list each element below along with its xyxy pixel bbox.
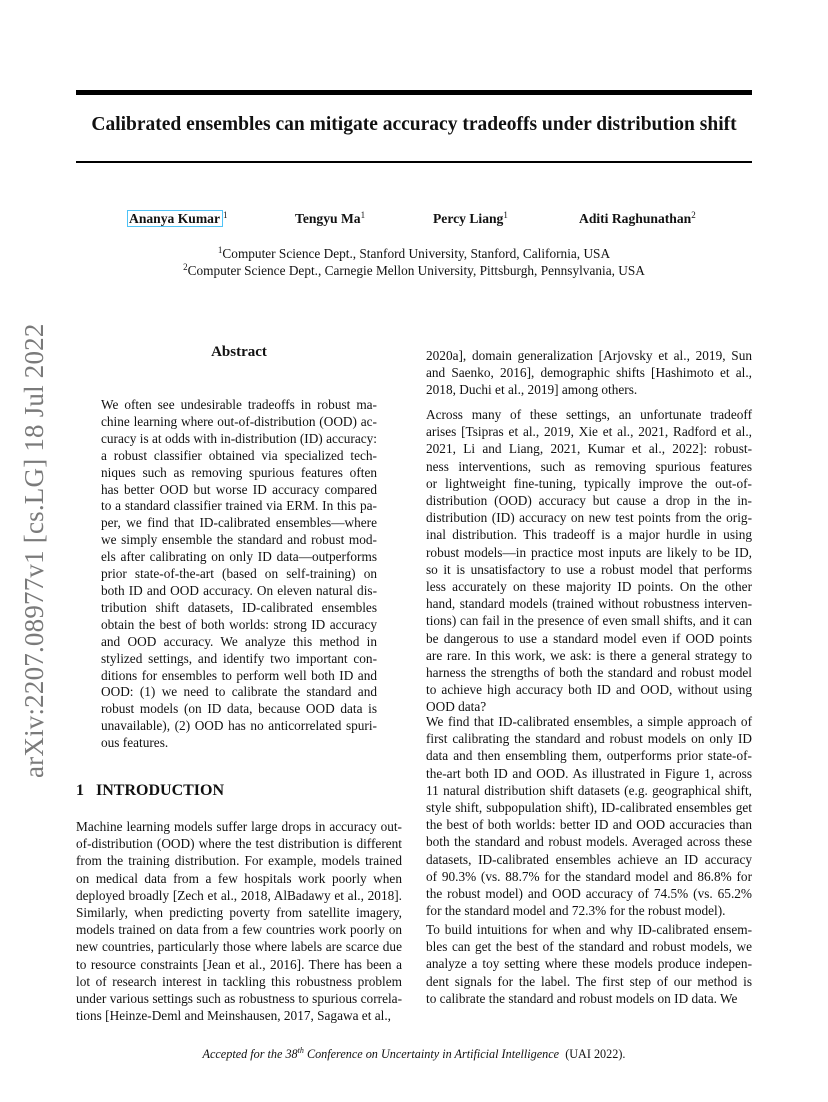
intro-right-p1	[426, 347, 752, 399]
text-line: bles can get the best of the standard and robust models, we	[426, 939, 752, 955]
text-line: 2021, Li and Liang, 2021, Kumar et al., 2022]: robust-	[426, 441, 752, 457]
text-line: robust models—in practice most inputs are likely to be ID,	[426, 544, 752, 560]
text-line: To build intuitions for when and why ID-calibrated ensem-	[426, 922, 752, 937]
text-line: tions) can fail in the presence of even small shifts, and it can	[426, 613, 752, 629]
text-line: less accurately on these majority ID points. On the other	[426, 579, 752, 595]
author-name: Percy Liang	[433, 211, 504, 226]
text-line: distribution (ID) accuracy on new test points from the orig-	[426, 510, 752, 526]
text-line: both ID and OOD accuracy. On eleven natural dis-	[101, 582, 377, 598]
text-line: new countries, particularly those where labels are scarce due	[76, 939, 402, 955]
text-line: arises [Tsipras et al., 2019, Xie et al., 2021, Radford et al.,	[426, 424, 752, 440]
text-line: inal distribution. This tradeoff is a major hurdle in using	[426, 527, 752, 543]
text-line: Machine learning models suffer large drops in accuracy out-	[76, 819, 402, 834]
text-line: distribution (OOD) accuracy but cause a drop in the in-	[426, 493, 752, 509]
text-line: Similarly, when predicting poverty from satellite imagery,	[76, 905, 402, 921]
author-4: Aditi Raghunathan$^2$	[579, 210, 696, 226]
text-line: the robust model) and OOD accuracy of 74.5% (vs. 65.2%	[426, 886, 752, 902]
text-line: so it is unsatisfactory to use a robust model that performs	[426, 561, 752, 577]
text-line: and OOD accuracy. We analyze this method in	[101, 633, 377, 649]
affiliation-1: $^1$Computer Science Dept., Stanford University, Stanford, California, USA	[217, 245, 611, 261]
author-name: Tengyu Ma	[295, 211, 361, 226]
text-line: are rare. In this work, we ask: is there a general strategy to	[426, 647, 752, 663]
text-line: ous features.	[101, 735, 169, 751]
text-line: per, we find that ID-calibrated ensembles—where	[101, 515, 377, 531]
text-line: tions [Heinze-Deml and Meinshausen, 2017, Sagawa et al.,	[76, 1008, 391, 1024]
top-rule	[76, 90, 752, 95]
text-line: has better OOD but worse ID accuracy compared	[101, 481, 377, 497]
title-rule	[76, 161, 752, 163]
text-line: 2018, Duchi et al., 2019] among others.	[426, 382, 638, 398]
text-line: dent signals for the label. The first step of our method is	[426, 973, 752, 989]
text-line: or lightweight fine-tuning, typically improve the out-of-	[426, 475, 752, 491]
text-line: deployed broadly [Zech et al., 2018, AlBadawy et al., 2018].	[76, 887, 402, 903]
paper-title: Calibrated ensembles can mitigate accuracy tradeoffs under distribution shift	[91, 114, 737, 135]
text-line: both the standard and robust models. Averaged across these	[426, 834, 752, 850]
section-heading: 1 INTRODUCTION	[76, 782, 225, 799]
author-name: Aditi Raghunathan	[579, 211, 692, 226]
text-line: from the training distribution. For example, models trained	[76, 853, 402, 869]
text-line: first calibrating the standard and robust models on only ID	[426, 731, 752, 747]
text-line: datasets, ID-calibrated ensembles achieve an ID accuracy	[426, 851, 752, 867]
text-line: and Saenko, 2016], demographic shifts [Hashimoto et al.,	[426, 365, 752, 381]
text-line: to resource constraints [Jean et al., 2016]. There has been a	[76, 956, 402, 972]
text-line: of-distribution (OOD) where the test distribution is different	[76, 836, 402, 852]
text-line: OOD data?	[426, 699, 487, 715]
intro-right-p2	[426, 406, 752, 716]
text-line: chine learning where out-of-distribution (OOD) ac-	[101, 413, 377, 429]
text-line: to a standard classifier trained via ERM. In this pa-	[101, 498, 377, 514]
text-line: els after calibrating on only ID data—outperforms	[101, 549, 377, 565]
text-line: We find that ID-calibrated ensembles, a simple approach of	[426, 714, 752, 729]
intro-left-column	[76, 818, 402, 1024]
text-line: niques such as removing spurious features often	[101, 464, 377, 480]
text-line: We often see undesirable tradeoffs in robust ma-	[101, 397, 377, 412]
intro-right-p3	[426, 713, 752, 919]
text-line: of 90.3% (vs. 88.7% for the standard model and 86.8% for	[426, 868, 752, 884]
text-line: prior state-of-the-art (based on self-training) on	[101, 566, 377, 582]
text-line: we simply ensemble the standard and robust mod-	[101, 532, 377, 548]
text-line: on medical data from a few hospitals work poorly when	[76, 870, 402, 886]
text-line: style shift, subpopulation shift), ID-calibrated ensembles get	[426, 800, 752, 816]
text-line: a robust classifier obtained via specialized tech-	[101, 447, 377, 463]
text-line: models trained on data from a few countries work poorly on	[76, 922, 402, 938]
text-line: the-art both ID and OOD. As illustrated in Figure 1, across	[426, 765, 752, 781]
text-line: to calibrate the standard and robust models on ID data. We	[426, 990, 738, 1006]
text-line: lot of research interest in tackling this robustness problem	[76, 973, 402, 989]
text-line: unavailable), (2) OOD has no anticorrelated spuri-	[101, 718, 377, 734]
author-1[interactable]: Ananya Kumar $^1$	[129, 210, 228, 226]
text-line: hand, standard models (trained without robustness interven-	[426, 596, 752, 612]
text-line: under various settings such as robustness to spurious correla-	[76, 991, 402, 1007]
text-line: ness interventions, such as removing spurious features	[426, 458, 752, 474]
text-line: obtain the best of both worlds: strong ID accuracy	[101, 616, 377, 632]
text-line: curacy is at odds with in-distribution (ID) accuracy:	[101, 430, 377, 446]
text-line: harness the strengths of both the standard and robust model	[426, 665, 752, 681]
text-line: the best of both worlds: better ID and OOD accuracies than	[426, 817, 752, 833]
text-line: ditions for ensembles to perform well both ID and	[101, 667, 377, 683]
text-line: for the standard model and 72.3% for the robust model).	[426, 903, 726, 919]
author-2: Tengyu Ma$^1$	[295, 210, 366, 226]
footer-note: Accepted for the 38th Conference on Uncertainty in Artificial Intelligence (UAI 2022).	[202, 1046, 626, 1061]
intro-right-p4	[426, 921, 752, 1007]
text-line: to achieve high accuracy both ID and OOD, without using	[426, 682, 752, 698]
author-3: Percy Liang$^1$	[433, 210, 508, 226]
text-line: 2020a], domain generalization [Arjovsky et al., 2019, Sun	[426, 348, 752, 363]
text-line: 11 natural distribution shift datasets (e.g. geographical shift,	[426, 782, 752, 798]
text-line: tribution shift datasets, ID-calibrated ensembles	[101, 599, 377, 615]
abstract-body	[101, 397, 377, 752]
arxiv-stamp: arXiv:2207.08977v1 [cs.LG] 18 Jul 2022	[19, 323, 49, 778]
text-line: OOD: (1) we need to calibrate the standard and	[101, 684, 377, 700]
text-line: analyze a toy setting where these models produce indepen-	[426, 956, 752, 972]
affiliation-2: $^2$Computer Science Dept., Carnegie Mellon University, Pittsburgh, Pennsylvania, USA	[183, 262, 645, 278]
text-line: stylized settings, and identify two important con-	[101, 650, 377, 666]
text-line: data and then ensembling them, outperforms prior state-of-	[426, 748, 752, 764]
abstract-heading: Abstract	[211, 344, 267, 360]
text-line: robust models (on ID data, because OOD data is	[101, 701, 377, 717]
text-line: Across many of these settings, an unfortunate tradeoff	[426, 407, 752, 422]
author-name-link[interactable]: Ananya Kumar	[127, 210, 223, 227]
text-line: be dangerous to use a standard model even if OOD points	[426, 630, 752, 646]
